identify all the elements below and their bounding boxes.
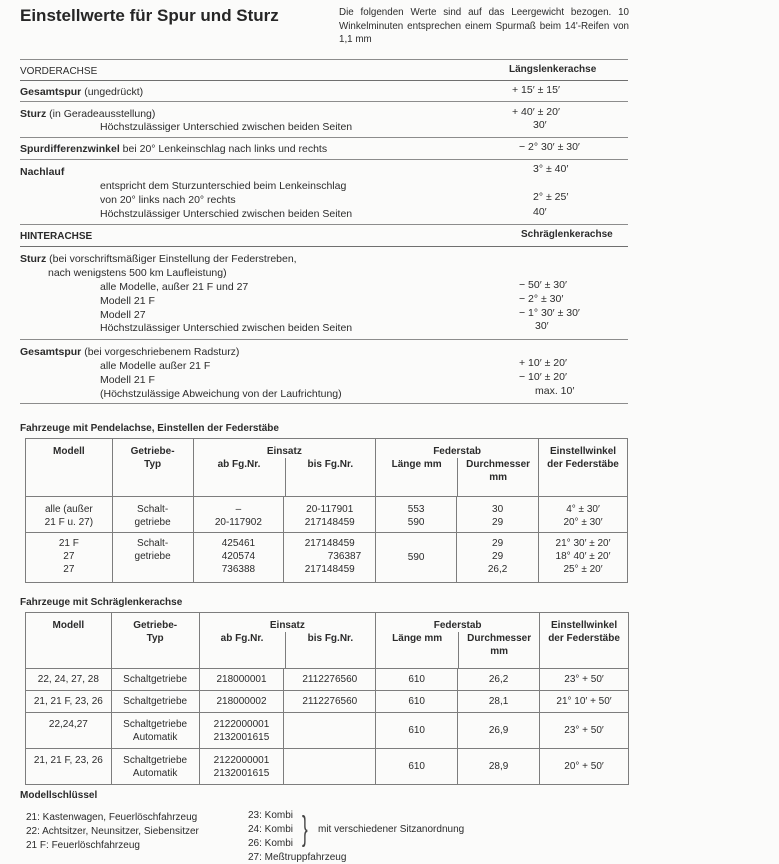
rear-sturz-sub-text: alle Modelle, außer 21 F und 27 [100, 281, 249, 293]
col-header-einsatz: Einsatz ab Fg.Nr. bis Fg.Nr. [199, 613, 376, 669]
rear-gesamtspur-sub-value: − 10′ ± 20′ [519, 371, 567, 383]
front-nachlauf-value: 3° ± 40′ [533, 163, 569, 175]
brace-icon: } [302, 810, 308, 848]
front-sturz-label: Sturz (in Geradeausstellung) [20, 108, 156, 120]
front-nachlauf-sub-text: Höchstzulässiger Unterschied zwischen beiden Seiten [100, 208, 353, 220]
rear-gesamtspur-sub-value: max. 10′ [535, 385, 575, 397]
table-row: 21 F 27 27 Schalt- getriebe 425461 420574 736388 217148459 736387 217148459 590 29 29 26,2 21° 30′ ± 20′ 18° 40′ ± 20′ 25° ± 20′ [26, 533, 628, 583]
table-pendelachse [25, 438, 628, 583]
col-header-winkel: Einstellwinkel der Federstäbe [539, 439, 628, 497]
model-key-brace-note: mit verschiedener Sitzanordnung [318, 824, 465, 835]
front-spurdifferenz-label: Spurdifferenzwinkel bei 20° Lenkeinschlag nach links und rechts [20, 143, 328, 155]
front-nachlauf-label: Nachlauf [20, 166, 65, 178]
col-header-bis: bis Fg.Nr. [285, 632, 376, 668]
col-header-durchmesser: Durchmesser mm [458, 632, 539, 668]
rear-sturz-sub-text: Höchstzulässiger Unterschied zwischen beiden Seiten [100, 322, 353, 334]
front-nachlauf-sub-text: entspricht dem Sturzunterschied beim Lenkeinschlag [100, 180, 347, 192]
col-header-winkel: Einstellwinkel der Federstäbe [540, 613, 629, 669]
divider [20, 224, 628, 225]
rear-gesamtspur-sub-text: Modell 21 F [100, 374, 155, 386]
divider [20, 80, 628, 81]
divider [20, 137, 628, 138]
rear-sturz-sub-value: − 50′ ± 30′ [519, 279, 567, 291]
rear-gesamtspur-sub-value: + 10′ ± 20′ [519, 357, 567, 369]
divider [20, 59, 628, 60]
col-header-federstab: Federstab Länge mm Durchmesser mm [376, 439, 539, 497]
intro-note: Die folgenden Werte sind auf das Leergewicht bezogen. 10 Winkelminuten entsprechen einem Spurmaß beim 14'-Reifen von 1,1 mm [339, 7, 629, 45]
divider [20, 159, 628, 160]
table-row: 21, 21 F, 23, 26 Schaltgetriebe 218000002 2112276560 610 28,1 21° 10′ + 50′ [26, 691, 629, 713]
model-key-title: Modellschlüssel [20, 790, 98, 801]
rear-sturz-label: Sturz (bei vorschriftsmäßiger Einstellung der Federstreben, [20, 253, 297, 265]
model-key-item: 23: Kombi [248, 810, 294, 821]
front-nachlauf-sub-value: 2° ± 25′ [533, 191, 569, 203]
table-schraeglenkerachse [25, 612, 629, 785]
rear-axle-type: Schräglenkerachse [521, 229, 613, 240]
col-header-einsatz: Einsatz ab Fg.Nr. bis Fg.Nr. [193, 439, 376, 497]
model-key-item: 24: Kombi [248, 824, 294, 835]
rear-sturz-sub-value: − 1° 30′ ± 30′ [519, 307, 580, 319]
rear-sturz-sub-text: Modell 21 F [100, 295, 155, 307]
col-header-laenge: Länge mm [392, 633, 443, 644]
front-sturz-sub-text: Höchstzulässiger Unterschied zwischen beiden Seiten [100, 121, 353, 133]
divider [20, 339, 628, 340]
col-header-getriebe: Getriebe- Typ [112, 439, 193, 497]
col-header-ab: ab Fg.Nr. [220, 633, 264, 644]
rear-gesamtspur-label: Gesamtspur (bei vorgeschriebenem Radsturz) [20, 346, 240, 358]
col-header-modell: Modell [26, 613, 112, 669]
col-header-ab: ab Fg.Nr. [217, 459, 261, 470]
rear-gesamtspur-sub-text: (Höchstzulässige Abweichung von der Laufrichtung) [100, 388, 342, 400]
col-header-laenge: Länge mm [391, 459, 442, 470]
page-title: Einstellwerte für Spur und Sturz [20, 6, 279, 25]
front-spurdifferenz-value: − 2° 30′ ± 30′ [519, 141, 580, 153]
front-nachlauf-sub-text: von 20° links nach 20° rechts [100, 194, 236, 206]
divider [20, 403, 628, 404]
front-axle-type: Längslenkerachse [509, 64, 597, 75]
col-header-getriebe: Getriebe- Typ [111, 613, 199, 669]
rear-sturz-sub-text: Modell 27 [100, 309, 146, 321]
rear-gesamtspur-sub-text: alle Modelle außer 21 F [100, 360, 211, 372]
table-row: 22, 24, 27, 28 Schaltgetriebe 218000001 2112276560 610 26,2 23° + 50′ [26, 669, 629, 691]
rear-sturz-sub-value: − 2° ± 30′ [519, 293, 564, 305]
rear-sturz-sub-value: 30′ [535, 320, 549, 332]
model-key-item: 21 F: Feuerlöschfahrzeug [26, 840, 140, 851]
table-row: 22,24,27 Schaltgetriebe Automatik 2122000001 2132001615 610 26,9 23° + 50′ [26, 713, 629, 749]
col-header-bis: bis Fg.Nr. [285, 458, 376, 496]
front-sturz-value: + 40′ ± 20′ [512, 106, 560, 118]
model-key-item: 22: Achtsitzer, Neunsitzer, Siebensitzer [26, 826, 199, 837]
table-row: 21, 21 F, 23, 26 Schaltgetriebe Automatik 2122000001 2132001615 610 28,9 20° + 50′ [26, 749, 629, 785]
table-header-row [26, 613, 629, 669]
table-schraeg-caption: Fahrzeuge mit Schräglenkerachse [20, 597, 183, 608]
col-header-federstab: Federstab Länge mm Durchmesser mm [376, 613, 540, 669]
table-pendel-caption: Fahrzeuge mit Pendelachse, Einstellen der Federstäbe [20, 423, 279, 434]
section-header-rear: HINTERACHSE [20, 231, 93, 242]
model-key-item: 21: Kastenwagen, Feuerlöschfahrzeug [26, 812, 198, 823]
col-header-durchmesser: Durchmesser mm [457, 458, 538, 496]
model-key-item: 26: Kombi [248, 838, 294, 849]
front-sturz-sub-value: 30′ [533, 119, 547, 131]
col-header-modell: Modell [26, 439, 113, 497]
model-key-item: 27: Meßtruppfahrzeug [248, 852, 347, 863]
front-nachlauf-sub-value: 40′ [533, 206, 547, 218]
rear-sturz-line2: nach wenigstens 500 km Laufleistung) [48, 267, 227, 279]
front-gesamtspur-label: Gesamtspur (ungedrückt) [20, 86, 144, 98]
front-gesamtspur-value: + 15′ ± 15′ [512, 84, 560, 96]
divider [20, 246, 628, 247]
divider [20, 101, 628, 102]
table-header-row [26, 439, 628, 497]
table-row: alle (außer 21 F u. 27) Schalt- getriebe – 20-117902 20-117901 217148459 553 590 30 29 4° ± 30′ 20° ± 30′ [26, 497, 628, 533]
section-header-front: VORDERACHSE [20, 66, 98, 77]
